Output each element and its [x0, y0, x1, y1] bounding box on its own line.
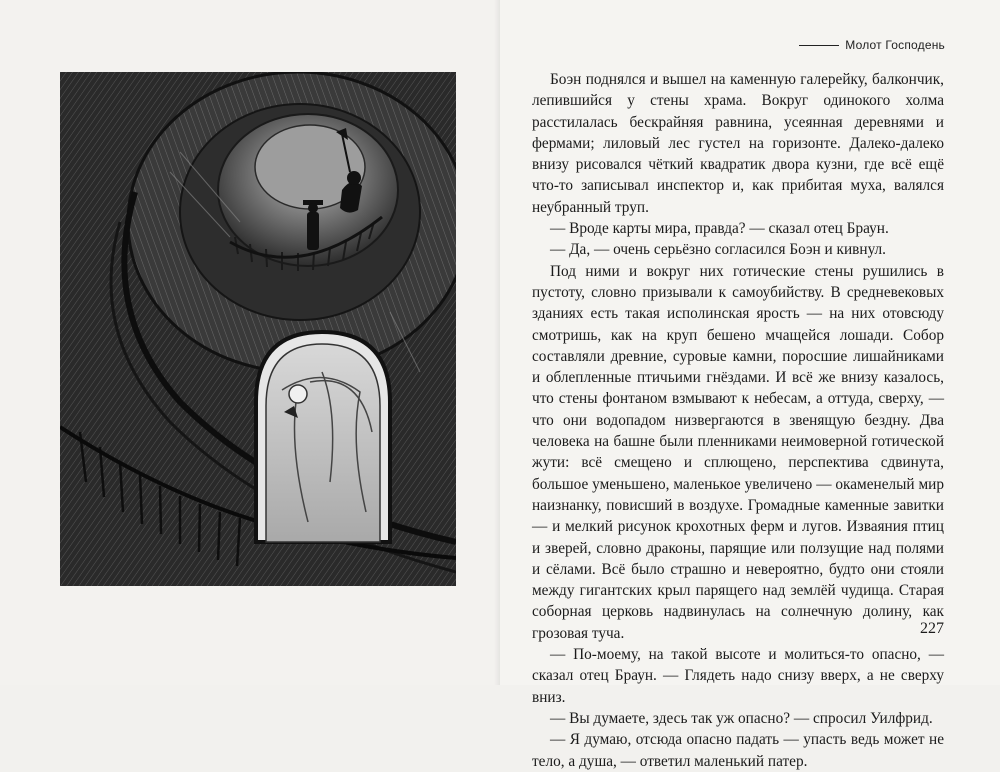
page-number: 227 — [920, 620, 944, 637]
paragraph: — По-моему, на такой высоте и молиться-то опасно, — сказал отец Браун. — Глядеть надо снизу вверх, а не сверху вниз. — [532, 646, 944, 706]
running-head-title: Молот Господень — [845, 38, 945, 52]
paragraph: — Вы думаете, здесь так уж опасно? — спросил Уилфрид. — [550, 709, 933, 727]
body-text — [532, 69, 944, 772]
paragraph: Боэн поднялся и вышел на каменную галерейку, балкончик, лепившийся у стены храма. Вокруг одинокого холма расстилалась бескрайняя равнина, усеянная деревнями и фермами; лиловый лес густел на горизонте. Далеко-далеко внизу рисовался чёткий квадратик двора кузни, где всё ещё что-то записывал инспектор и, как прибитая муха, валялся неубранный труп. — [532, 71, 944, 216]
paragraph: — Вроде карты мира, правда? — сказал отец Браун. — [550, 220, 889, 238]
paragraph: Под ними и вокруг них готические стены рушились в пустоту, словно призывали к самоубийству. В средневековых зданиях есть такая исполинская ярость — на них отовсюду смотришь, как на круп бешено мчащейся лошади. Собор составляли древние, суровые камни, поросшие лишайниками и облепленные птичьими гнёздами. И всё же внизу казалось, что стены фонтаном взмывают к небесам, а оттуда, сверху, — что они водопадом низвергаются в звенящую бездну. Два человека на башне были пленниками неимоверной готической жути: всё смещено и сплющено, перспектива сдвинута, большое уменьшено, маленькое увеличено — окаменелый мир наизнанку, повисший в воздухе. Громадные каменные завитки — и мелкий рисунок крохотных ферм и лугов. Изваяния птиц и зверей, словно драконы, парящие или ползущие над полями и сёлами. Всё было страшно и невероятно, будто они стояли между гигантских крыл парящего над землёй чудища. Старая соборная церковь надвинулась на солнечную долину, как грозовая туча. — [532, 262, 944, 642]
running-head-rule — [799, 45, 839, 46]
left-page — [0, 0, 500, 685]
running-head — [799, 38, 945, 52]
paragraph: — Я думаю, отсюда опасно падать — упасть ведь может не тело, а душа, — ответил маленький патер. — [532, 731, 944, 770]
spiral-staircase-drawing — [60, 72, 456, 586]
paragraph: — Да, — очень серьёзно согласился Боэн и кивнул. — [550, 241, 887, 259]
staircase-illustration — [60, 72, 456, 586]
